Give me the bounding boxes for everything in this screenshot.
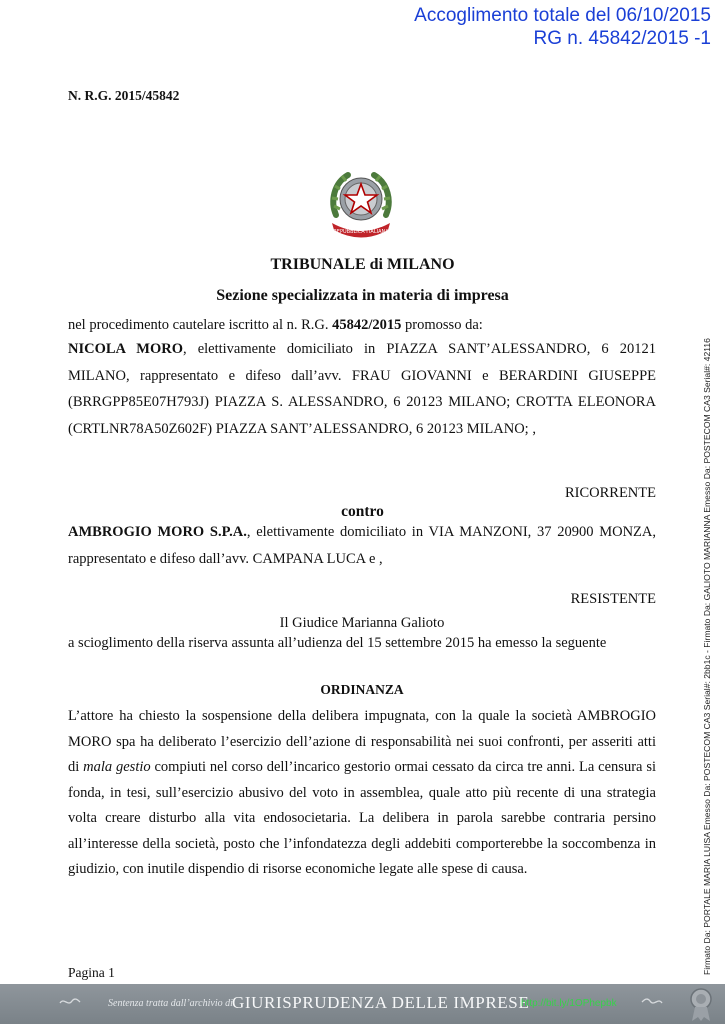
ricorrente-paragraph [68, 336, 656, 442]
page-number: Pagina 1 [68, 965, 115, 980]
judge-line: Il Giudice Marianna Galioto [279, 615, 445, 631]
footer-brand: GIURISPRUDENZA DELLE IMPRESE [232, 993, 530, 1012]
court-section: Sezione specializzata in materia di impresa [216, 287, 509, 304]
archive-footer [0, 984, 725, 1024]
italian-republic-emblem-icon [322, 163, 400, 241]
stamp-line-outcome: Accoglimento totale del 06/10/2015 [414, 5, 711, 26]
body-italic: mala gestio [83, 759, 151, 775]
rg-number-header: N. R.G. 2015/45842 [68, 88, 180, 103]
flourish-ornament-icon [58, 994, 82, 1015]
ordinanza-body [68, 704, 656, 883]
flourish-ornament-icon [640, 994, 664, 1015]
footer-subtitle: Sentenza tratta dall’archivio di [108, 998, 233, 1009]
signature-text: Firmato Da: PORTALE MARIA LUISA Emesso Da: POSTECOM CA3 Serial#: 2bb1c - Firmato Da: GALIOTO MARIANNA Emesso Da: POSTECOM CA3 Serial#: 42116 [702, 338, 712, 975]
intro-suffix: promosso da: [401, 317, 483, 333]
resistente-paragraph [68, 519, 656, 572]
resistente-role: RESISTENTE [570, 591, 656, 607]
intro-rg: 45842/2015 [332, 317, 402, 333]
intro-text: nel procedimento cautelare iscritto al n. R.G. [68, 317, 333, 333]
contro-label: contro [341, 503, 384, 520]
ordinanza-title: ORDINANZA [320, 682, 404, 697]
ricorrente-details: , elettivamente domiciliato in PIAZZA SANT’ALESSANDRO, 6 20121 MILANO, rappresentato e difeso dall’avv. FRAU GIOVANNI e BERARDINI GIUSEPPE (BRRGPP85E07H793J) PIAZZA S. ALESSANDRO, 6 20123 MILANO; CROTTA ELEONORA (CRTLNR78A50Z602F) PIAZZA SANT’ALESSANDRO, 6 20123 MILANO; , [68, 341, 656, 437]
intro-paragraph [68, 312, 656, 339]
stamp-line-rg: RG n. 45842/2015 -1 [533, 28, 711, 49]
emblem-ribbon-text: REPUBBLICA ITALIANA [333, 229, 389, 235]
ricorrente-role: RICORRENTE [564, 485, 656, 501]
body-part1: L’attore ha chiesto la sospensione della delibera impugnata, con la quale la società AMBROGIO MORO spa ha deliberato l’esercizio dell’azione di responsabilità nei suoi confronti, per asseriti atti di [68, 708, 656, 775]
ricorrente-name: NICOLA MORO [68, 341, 183, 357]
ribbon-seal-icon [686, 987, 716, 1028]
decision-intro: a scioglimento della riserva assunta all’udienza del 15 settembre 2015 ha emesso la seguente [68, 635, 607, 651]
resistente-details: , elettivamente domiciliato in VIA MANZONI, 37 20900 MONZA, rappresentato e difeso dall’avv. CAMPANA LUCA e , [68, 524, 656, 567]
body-part2: compiuti nel corso dell’incarico gestorio ormai cessato da circa tre anni. La censura si fonda, in tesi, sull’esercizio abusivo del voto in assemblea, quale atto più recente di una strategia volta creare disturbo alla vita endosocietaria. La delibera in parola sarebbe contraria persino all’interesse della società, posto che l’infondatezza degli addebiti comporterebbe la soccombenza in giudizio, con inutile dispendio di risorse economiche legate alle spese di causa. [68, 759, 656, 877]
decision-stamp [414, 4, 711, 50]
resistente-name: AMBROGIO MORO S.P.A. [68, 524, 247, 540]
court-name: TRIBUNALE di MILANO [270, 256, 455, 273]
footer-link[interactable]: http://bit.ly/1OPhepbk [521, 998, 617, 1009]
